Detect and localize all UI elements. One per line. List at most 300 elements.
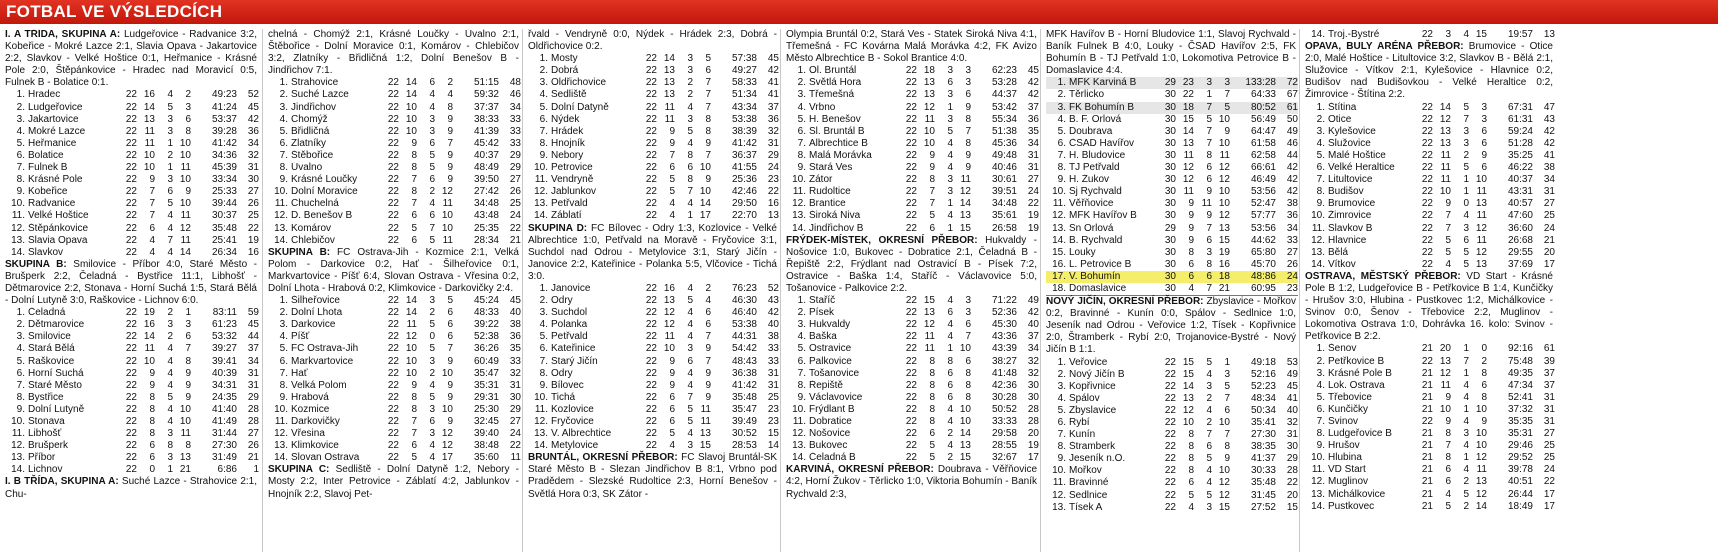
team-name: Kunín — [1069, 429, 1096, 441]
column-3 — [528, 29, 779, 552]
score: 48:43 — [731, 355, 757, 367]
team-name: Zlatníky — [291, 137, 327, 149]
table-row — [1305, 428, 1555, 440]
stat-value: 12 — [441, 428, 453, 440]
stat-value: 6 — [1445, 476, 1451, 488]
points: 24 — [1543, 222, 1555, 234]
team-name: Staré Město — [28, 379, 82, 391]
team-name: Kozlovice — [551, 403, 594, 415]
table-row — [5, 174, 259, 186]
stat-value: 3 — [167, 452, 173, 464]
points: 42 — [767, 65, 779, 77]
league-heading: FRÝDEK-MÍSTEK, OKRESNÍ PŘEBOR: — [786, 234, 978, 246]
team-name: MFK Karviná B — [1069, 77, 1158, 89]
table-row — [786, 102, 1039, 114]
stat-value: 10 — [959, 416, 971, 427]
table-row — [528, 331, 779, 343]
rank: 5. — [1057, 404, 1066, 416]
stat-value: 3 — [1206, 501, 1212, 513]
rank: 13. — [11, 234, 25, 246]
score: 48:86 — [1230, 271, 1276, 283]
stat-value: 14 — [143, 331, 155, 343]
stat-value: 9 — [965, 149, 971, 161]
stat-value: 3 — [965, 295, 971, 307]
rank: 11. — [274, 416, 288, 427]
table-row — [528, 392, 779, 404]
score: 43:31 — [1507, 186, 1533, 198]
stat-value: 4 — [1445, 488, 1451, 500]
stat-value: 10 — [405, 113, 417, 125]
stat-value: 8 — [1481, 367, 1487, 379]
stat-value: 9 — [929, 149, 935, 161]
score: 53:38 — [731, 319, 757, 331]
stat-value: 3 — [167, 113, 173, 125]
table-row — [528, 114, 779, 126]
score: 44:31 — [731, 331, 757, 343]
stat-value: 4 — [1206, 477, 1212, 489]
table-row — [1305, 501, 1555, 513]
rank: 1. — [16, 307, 25, 319]
points: 29 — [509, 149, 521, 161]
stat-value: 8 — [411, 149, 417, 161]
team-name: Rybí — [1069, 417, 1090, 428]
score: 36:60 — [1507, 222, 1533, 234]
stat-value: 30 — [1164, 198, 1176, 210]
stat-value: 7 — [1445, 222, 1451, 234]
table-row — [1305, 198, 1555, 210]
rank: 8. — [279, 162, 288, 174]
results-paragraph — [1046, 296, 1298, 356]
rank: 11. — [1311, 464, 1325, 476]
rank: 4. — [1057, 392, 1066, 404]
table-row — [268, 198, 521, 210]
stat-value: 7 — [1463, 355, 1469, 367]
stat-value: 16 — [143, 319, 155, 331]
score: 35:47 — [731, 403, 757, 415]
stat-value: 22 — [125, 428, 137, 440]
score: 52:16 — [1250, 368, 1276, 380]
table-row — [528, 404, 779, 416]
team-name: Fryčovice — [551, 416, 594, 427]
stat-value: 18 — [923, 65, 935, 77]
team-name: Hať — [291, 367, 308, 379]
stat-value: 22 — [645, 440, 657, 452]
rank: 3. — [539, 77, 548, 89]
table-row — [1305, 452, 1555, 464]
stat-value: 22 — [645, 137, 657, 149]
stat-value: 4 — [1206, 368, 1212, 380]
team-name: Třebovice — [1328, 391, 1372, 403]
points: 42 — [1027, 307, 1039, 319]
score: 35:41 — [1250, 417, 1276, 428]
table-row — [528, 368, 779, 380]
table-row — [1046, 453, 1298, 465]
stat-value: 15 — [923, 295, 935, 307]
stat-value: 7 — [705, 331, 711, 343]
stat-value: 7 — [149, 198, 155, 210]
points: 42 — [1027, 89, 1039, 101]
stat-value: 22 — [1164, 417, 1176, 428]
stat-value: 22 — [387, 198, 399, 210]
points: 22 — [509, 440, 521, 452]
team-name: Mokré Lazce — [28, 125, 86, 137]
stat-value: 5 — [1224, 380, 1230, 392]
rank: 16. — [1052, 258, 1066, 270]
score: 35:31 — [1507, 428, 1533, 440]
rank: 1. — [1316, 101, 1325, 113]
stat-value: 10 — [663, 343, 675, 355]
stat-value: 8 — [149, 403, 155, 415]
rank: 6. — [16, 149, 25, 161]
rank: 14. — [274, 452, 288, 464]
stat-value: 20 — [1439, 343, 1451, 355]
rank: 1. — [539, 53, 548, 65]
points: 37 — [247, 343, 259, 355]
table-row — [1046, 259, 1298, 271]
stat-value: 4 — [947, 331, 953, 343]
rank: 5. — [797, 113, 806, 125]
stat-value: 22 — [125, 379, 137, 391]
table-row — [268, 295, 521, 307]
rank: 13. — [1052, 501, 1066, 513]
team-name: Muglinov — [1328, 476, 1369, 488]
standings-table — [1305, 343, 1555, 512]
table-row — [1305, 29, 1555, 41]
points: 35 — [509, 343, 521, 355]
rank: 14. — [792, 222, 806, 234]
stat-value: 22 — [387, 89, 399, 101]
stat-value: 22 — [645, 101, 657, 113]
stat-value: 3 — [429, 295, 435, 307]
stat-value: 22 — [645, 53, 657, 65]
stat-value: 2 — [705, 282, 711, 294]
team-name: Jindřichov B — [809, 222, 864, 234]
stat-value: 3 — [185, 101, 191, 113]
team-name: Klimkovice — [291, 440, 339, 452]
stat-value: 3 — [947, 89, 953, 101]
score: 35:48 — [731, 391, 757, 403]
table-row — [786, 150, 1039, 162]
stat-value: 22 — [125, 246, 137, 258]
score: 53:56 — [1250, 222, 1276, 234]
rank: 12. — [1311, 476, 1325, 488]
stat-value: 8 — [1445, 428, 1451, 440]
stat-value: 10 — [923, 125, 935, 137]
stat-value: 8 — [947, 355, 953, 367]
rank: 8. — [1316, 428, 1325, 440]
stat-value: 11 — [1440, 162, 1451, 174]
rank: 9. — [1316, 198, 1325, 210]
stat-value: 22 — [1421, 210, 1433, 222]
stat-value: 22 — [387, 452, 399, 464]
match-results: VD Start - Krásné Pole B 1:2, Ludgeřovice B - Petřkovice B 1:4, Kunčičky - Hrušov 3:0, Hlubina - Pustkovec 1:2, Michálkovice - Svinov 0:0, Šenov - Třebovice 2:2, Muglinov - Lokomotiva Ostrava 1:0, Dohrávka 16. kolo: Svinov - Petřkovice B 2:2. — [1305, 270, 1553, 343]
results-paragraph — [1305, 41, 1555, 101]
table-row — [786, 416, 1039, 428]
rank: 11. — [792, 416, 806, 427]
score: 27:30 — [211, 440, 237, 452]
stat-value: 4 — [947, 162, 953, 174]
table-row — [1046, 162, 1298, 174]
team-name: Radvanice — [28, 198, 76, 210]
table-row — [1046, 369, 1298, 381]
stat-value: 4 — [1445, 258, 1451, 270]
stat-value: 3 — [1194, 77, 1212, 89]
stat-value: 9 — [447, 391, 453, 403]
points: 34 — [1027, 343, 1039, 355]
team-name: V. Bohumín — [1069, 271, 1158, 283]
team-name: Hukvaldy — [809, 319, 851, 331]
league-heading: SKUPINA C: — [268, 464, 330, 476]
stat-value: 7 — [411, 174, 417, 186]
stat-value: 14 — [405, 89, 417, 101]
score: 61:31 — [1507, 113, 1533, 125]
stat-value: 3 — [1481, 113, 1487, 125]
rank: 3. — [279, 319, 288, 331]
stat-value: 9 — [1481, 149, 1487, 161]
stat-value: 11 — [180, 210, 191, 222]
rank: 12. — [1052, 210, 1066, 222]
points: 26 — [247, 440, 259, 452]
stat-value: 22 — [645, 428, 657, 440]
team-name: Budišov — [1328, 186, 1364, 198]
score: 43:39 — [991, 343, 1017, 355]
stat-value: 22 — [645, 403, 657, 415]
stat-value: 10 — [179, 174, 191, 186]
stat-value: 10 — [441, 210, 453, 222]
stat-value: 5 — [687, 403, 693, 415]
stat-value: 9 — [669, 355, 675, 367]
points: 24 — [1543, 464, 1555, 476]
table-row — [786, 368, 1039, 380]
stat-value: 6 — [705, 319, 711, 331]
team-name: Pustkovec — [1328, 500, 1375, 512]
stat-value: 22 — [1164, 356, 1176, 368]
rank: 6. — [539, 343, 548, 355]
league-heading: I. B TŘÍDA, SKUPINA A: — [5, 476, 119, 488]
points: 19 — [1027, 222, 1039, 234]
table-row — [1046, 210, 1298, 222]
points: 33 — [509, 137, 521, 149]
team-name: FC Ostrava-Jih — [291, 343, 359, 355]
stat-value: 10 — [405, 343, 417, 355]
stat-value: 8 — [1206, 258, 1212, 270]
stat-value: 22 — [645, 65, 657, 77]
rank: 7. — [539, 125, 548, 137]
score: 45:42 — [473, 137, 499, 149]
points: 67 — [1286, 89, 1298, 101]
points: 27 — [1543, 198, 1555, 210]
table-row — [1305, 102, 1555, 114]
score: 38:39 — [731, 125, 757, 137]
table-row — [5, 186, 259, 198]
stat-value: 9 — [965, 162, 971, 174]
table-row — [5, 138, 259, 150]
score: 39:44 — [211, 198, 237, 210]
points: 25 — [509, 198, 521, 210]
rank: 13. — [274, 440, 288, 452]
stat-value: 8 — [1445, 452, 1451, 464]
stat-value: 9 — [669, 137, 675, 149]
stat-value: 21 — [1421, 488, 1433, 500]
stat-value: 10 — [1182, 417, 1194, 428]
stat-value: 22 — [905, 295, 917, 307]
stat-value: 17 — [441, 452, 453, 464]
score: 43:34 — [731, 101, 757, 113]
standings-table — [786, 65, 1039, 234]
stat-value: 2 — [687, 89, 693, 101]
points: 42 — [1543, 125, 1555, 137]
points: 34 — [1286, 222, 1298, 234]
stat-value: 13 — [1182, 392, 1194, 404]
points: 22 — [509, 222, 521, 234]
score: 49:18 — [1250, 356, 1276, 368]
points: 23 — [767, 403, 779, 415]
standings-table — [5, 89, 259, 258]
stat-value: 22 — [645, 379, 657, 391]
team-name: Těrlicko — [1069, 89, 1105, 101]
rank: 4. — [1316, 137, 1325, 149]
stat-value: 4 — [1206, 404, 1212, 416]
stat-value: 11 — [664, 113, 675, 125]
stat-value: 11 — [1476, 210, 1487, 222]
rank: 4. — [16, 343, 25, 355]
stat-value: 4 — [687, 367, 693, 379]
points: 29 — [509, 403, 521, 415]
rank: 6. — [279, 355, 288, 367]
team-name: Široká Niva — [809, 210, 861, 222]
stat-value: 9 — [1224, 453, 1230, 465]
stat-value: 8 — [167, 440, 173, 452]
stat-value: 2 — [687, 77, 693, 89]
team-name: Řepiště — [809, 379, 843, 391]
rank: 8. — [797, 149, 806, 161]
stat-value: 6 — [167, 186, 173, 198]
team-name: Rudoltice — [809, 186, 851, 198]
table-row — [1305, 343, 1555, 355]
stat-value: 22 — [125, 174, 137, 186]
rank: 2. — [539, 295, 548, 307]
stat-value: 4 — [149, 234, 155, 246]
points: 38 — [1286, 198, 1298, 210]
rank: 9. — [539, 149, 548, 161]
points: 24 — [1027, 186, 1039, 198]
points: 26 — [247, 198, 259, 210]
rank: 14. — [11, 246, 25, 258]
stat-value: 22 — [645, 355, 657, 367]
points: 32 — [1286, 417, 1298, 428]
stat-value: 22 — [387, 234, 399, 246]
team-name: Slavia Opava — [28, 234, 88, 246]
stat-value: 9 — [1188, 234, 1194, 246]
score: 26:58 — [991, 222, 1017, 234]
stat-value: 21 — [1421, 428, 1433, 440]
stat-value: 15 — [1218, 234, 1230, 246]
stat-value: 6 — [149, 452, 155, 464]
score: 49:23 — [211, 89, 237, 101]
score: 37:69 — [1507, 258, 1533, 270]
stat-value: 9 — [1188, 210, 1194, 222]
team-name: Bílovec — [551, 379, 584, 391]
score: 25:33 — [211, 186, 237, 198]
team-name: Bukovec — [809, 440, 848, 452]
stat-value: 9 — [705, 367, 711, 379]
stat-value: 15 — [1182, 356, 1194, 368]
table-row — [1046, 502, 1298, 514]
points: 61 — [1276, 102, 1298, 114]
team-name: V. Albrechtice — [551, 428, 612, 440]
table-row — [268, 114, 521, 126]
score: 67:31 — [1507, 101, 1533, 113]
stat-value: 7 — [1206, 125, 1212, 137]
rank: 10. — [11, 416, 25, 427]
score: 54:42 — [731, 343, 757, 355]
stat-value: 9 — [447, 355, 453, 367]
rank: 8. — [1057, 441, 1066, 453]
stat-value: 22 — [905, 428, 917, 440]
stat-value: 22 — [1421, 222, 1433, 234]
stat-value: 8 — [1206, 149, 1212, 161]
stat-value: 6 — [1224, 404, 1230, 416]
rank: 12. — [274, 210, 288, 222]
stat-value: 22 — [387, 174, 399, 186]
score: 66:61 — [1250, 162, 1276, 174]
score: 45:36 — [991, 137, 1017, 149]
stat-value: 9 — [705, 137, 711, 149]
score: 45:30 — [991, 319, 1017, 331]
stat-value: 22 — [387, 125, 399, 137]
table-row — [786, 307, 1039, 319]
stat-value: 5 — [669, 428, 675, 440]
standings-table — [5, 307, 259, 476]
stat-value: 22 — [1164, 465, 1176, 477]
stat-value: 6 — [1481, 379, 1487, 391]
stat-value: 9 — [411, 137, 417, 149]
table-row — [528, 307, 779, 319]
points: 30 — [247, 174, 259, 186]
score: 44:37 — [991, 89, 1017, 101]
team-name: Hnojník — [551, 137, 585, 149]
stat-value: 6 — [1481, 162, 1487, 174]
rank: 7. — [1316, 416, 1325, 427]
team-name: Hrádek — [551, 125, 584, 137]
points: 30 — [1027, 391, 1039, 403]
team-name: Tichá — [551, 391, 576, 403]
results-paragraph — [786, 29, 1039, 65]
stat-value: 0 — [1463, 198, 1469, 210]
points: 37 — [1027, 331, 1039, 343]
rank: 5. — [16, 355, 25, 367]
stat-value: 12 — [1182, 162, 1194, 174]
stat-value: 22 — [387, 343, 399, 355]
stat-value: 15 — [1182, 113, 1194, 125]
stat-value: 7 — [1224, 429, 1230, 441]
score: 38:33 — [473, 113, 499, 125]
standings-table — [1305, 102, 1555, 271]
rank: 1. — [1316, 343, 1325, 355]
rank: 12. — [1311, 234, 1325, 246]
rank: 8. — [1057, 162, 1066, 174]
points: 30 — [509, 391, 521, 403]
score: 39:22 — [473, 319, 499, 331]
rank: 12. — [11, 440, 25, 452]
rank: 5. — [797, 343, 806, 355]
score: 35:48 — [1250, 477, 1276, 489]
stat-value: 8 — [1188, 465, 1194, 477]
rank: 6. — [16, 367, 25, 379]
points: 31 — [247, 367, 259, 379]
stat-value: 8 — [185, 125, 191, 137]
team-name: Komárov — [291, 222, 332, 234]
